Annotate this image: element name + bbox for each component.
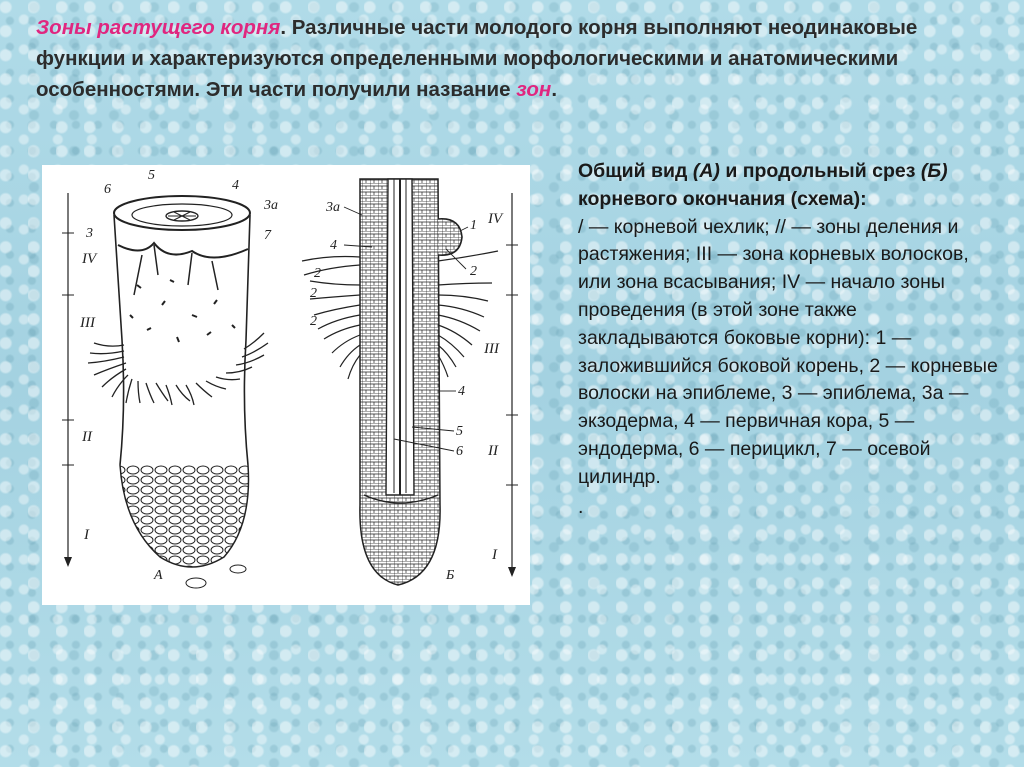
part-label-b: 2 — [310, 314, 317, 329]
zone-label-a-iii: III — [80, 315, 95, 331]
part-label-a: 5 — [148, 168, 155, 183]
epiblema-tears — [134, 245, 218, 295]
epiblema-edge — [118, 243, 248, 258]
lateral-root-primordium — [438, 219, 462, 255]
zone-label-a-iv: IV — [82, 251, 97, 267]
part-label-b: 2 — [470, 264, 477, 279]
caption-trailing-dot: . — [578, 495, 584, 518]
part-label-a: 3 — [86, 226, 93, 241]
cell-speckles — [130, 280, 235, 342]
part-label-b: 5 — [456, 424, 463, 439]
intro-term-punct: . — [280, 16, 287, 39]
zone-label-b-iii: III — [484, 341, 499, 357]
part-label-a: 6 — [104, 182, 111, 197]
intro-term-zones: зон — [516, 78, 552, 101]
caption-title-part: Общий вид — [578, 160, 693, 182]
zone-label-a-ii: II — [82, 429, 92, 445]
part-label-b: 2 — [310, 286, 317, 301]
caption-title-part: и продольный срез — [719, 160, 921, 182]
zone-arrowhead-b — [508, 567, 516, 577]
caption-title-part: корневого окончания (схема): — [578, 187, 867, 210]
intro-text: Различные части молодого корня выполняют неодинаковые функции и характеризуются определенными морфологическими и анатомическими особенностями. Эти части получили название — [36, 16, 918, 101]
caption-title-a: (А) — [692, 160, 720, 182]
figure-caption — [578, 158, 998, 521]
intro-term: Зоны растущего корня — [36, 16, 281, 39]
caption-title-b: (Б) — [920, 160, 948, 182]
sloughed-cell — [186, 578, 206, 588]
part-label-b: 6 — [456, 444, 463, 459]
zone-label-b-i: I — [492, 547, 497, 563]
root-tip-diagram — [42, 165, 530, 605]
part-label-a: 7 — [264, 228, 271, 243]
diagram-label-b: Б — [446, 568, 455, 583]
part-label-b: 3а — [326, 200, 340, 215]
root-side-right — [244, 215, 250, 465]
zone-arrowhead-a — [64, 557, 72, 567]
caption-body: / — корневой чехлик; // — зоны деления и растяжения; III — зона корневых волосков, или зона всасывания; IV — начало зоны проведения (в этой зоне также закладываются боковые корни): 1 — заложившийся боковой корень, 2 — корневые волоски на эпиблеме, 3 — эпиблема, 3а — экзодерма, 4 — первичная кора, 5 — эндодерма, 6 — перицикл, 7 — осевой цилиндр. — [578, 215, 998, 488]
part-label-a: 3а — [264, 198, 278, 213]
part-label-b: 1 — [470, 218, 477, 233]
part-label-a: 4 — [232, 178, 239, 193]
root-side-left — [114, 215, 124, 465]
zone-label-b-ii: II — [488, 443, 498, 459]
root-cap-a — [120, 465, 249, 567]
zone-label-a-i: I — [84, 527, 89, 543]
root-hairs-a — [88, 333, 268, 405]
zone-label-b-iv: IV — [488, 211, 503, 227]
root-tip-figure — [42, 165, 530, 605]
sloughed-cell — [230, 565, 246, 573]
caption-title — [578, 158, 998, 214]
part-label-b: 4 — [330, 238, 337, 253]
intro-end: . — [551, 78, 558, 101]
part-label-b: 2 — [314, 266, 321, 281]
part-label-b: 4 — [458, 384, 465, 399]
diagram-label-a: А — [154, 568, 163, 583]
intro-paragraph — [36, 12, 996, 105]
